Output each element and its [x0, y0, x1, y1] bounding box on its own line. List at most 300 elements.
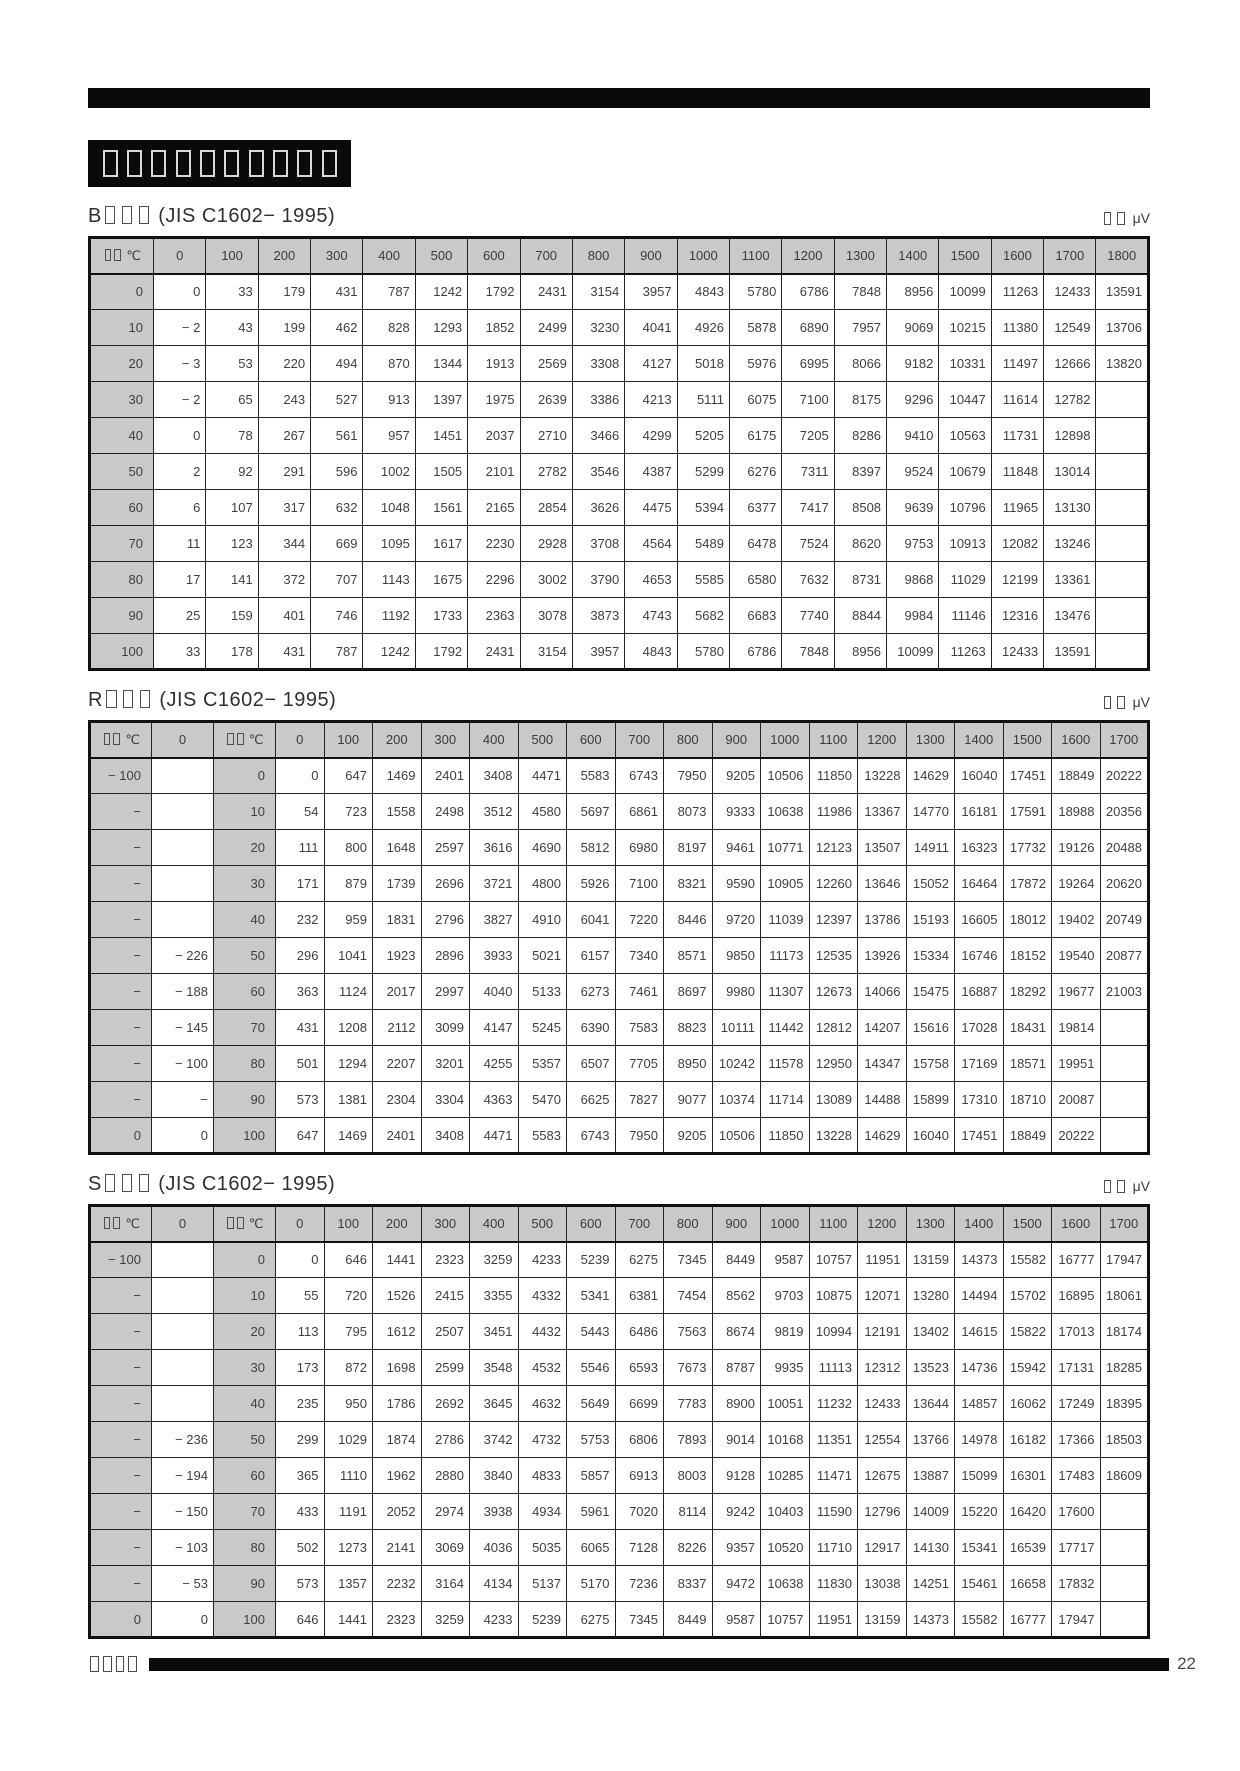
column-header: 0: [152, 1206, 214, 1242]
table-row: [90, 346, 1149, 382]
missing-glyph-box: [122, 1174, 132, 1193]
missing-glyph-box: [122, 206, 132, 225]
column-header: 1300: [834, 238, 886, 274]
emf-value-cell: 17872: [1003, 866, 1052, 902]
column-header: 1300: [906, 1206, 955, 1242]
emf-value-cell: 11351: [809, 1422, 858, 1458]
emf-value-cell: 5239: [567, 1242, 616, 1278]
emf-value-cell: 11830: [809, 1566, 858, 1602]
emf-value-cell: 15052: [906, 866, 955, 902]
emf-value-cell: 828: [363, 310, 415, 346]
emf-value-cell: 501: [276, 1046, 325, 1082]
column-header: 1100: [729, 238, 781, 274]
emf-value-cell: 11850: [761, 1118, 810, 1154]
emf-value-cell: 20877: [1100, 938, 1149, 974]
emf-value-cell: 3742: [470, 1422, 519, 1458]
emf-value-cell: 5018: [677, 346, 729, 382]
emf-value-cell: 11380: [991, 310, 1043, 346]
emf-value-cell: 787: [363, 274, 415, 310]
temperature-cell: 10: [90, 310, 154, 346]
temperature-cell: 30: [90, 382, 154, 418]
header-row: [90, 1206, 1149, 1242]
emf-value-cell: 9069: [887, 310, 939, 346]
emf-value-cell: 1831: [373, 902, 422, 938]
temperature-cell: 50: [214, 938, 276, 974]
emf-value-cell: 20488: [1100, 830, 1149, 866]
column-header: ℃: [214, 722, 276, 758]
emf-value-cell: 12191: [858, 1314, 907, 1350]
table-row: [90, 1530, 1149, 1566]
emf-value-cell: 8449: [712, 1242, 761, 1278]
missing-glyph-box: [227, 733, 234, 745]
emf-value-cell: 12917: [858, 1530, 907, 1566]
emf-value-cell: 8066: [834, 346, 886, 382]
emf-value-cell: 1469: [324, 1118, 373, 1154]
emf-value-cell: 879: [324, 866, 373, 902]
missing-glyph-box: [127, 150, 142, 177]
temperature-cell: 50: [214, 1422, 276, 1458]
emf-value-cell: 3154: [520, 634, 572, 670]
emf-value-cell: 14494: [955, 1278, 1004, 1314]
column-header: 100: [206, 238, 258, 274]
emf-value-cell: 6861: [615, 794, 664, 830]
emf-value-cell: [152, 794, 214, 830]
emf-value-cell: 7524: [782, 526, 834, 562]
emf-value-cell: 1469: [373, 758, 422, 794]
emf-value-cell: 2363: [468, 598, 520, 634]
emf-value-cell: 2710: [520, 418, 572, 454]
emf-value-cell: 10913: [939, 526, 991, 562]
emf-value-cell: 13367: [858, 794, 907, 830]
column-header: 600: [468, 238, 520, 274]
emf-value-cell: 2037: [468, 418, 520, 454]
emf-value-cell: 14207: [858, 1010, 907, 1046]
missing-glyph-box: [176, 150, 191, 177]
emf-value-cell: 9077: [664, 1082, 713, 1118]
missing-glyph-box: [1104, 696, 1111, 709]
emf-value-cell: 3873: [572, 598, 624, 634]
emf-value-cell: [1096, 418, 1149, 454]
emf-value-cell: 9472: [712, 1566, 761, 1602]
emf-value-cell: 18285: [1100, 1350, 1149, 1386]
emf-value-cell: 15758: [906, 1046, 955, 1082]
b-table-section: [88, 204, 1150, 671]
column-header: 1500: [939, 238, 991, 274]
emf-value-cell: 669: [311, 526, 363, 562]
table-row: [90, 974, 1149, 1010]
emf-value-cell: 573: [276, 1082, 325, 1118]
emf-value-cell: 502: [276, 1530, 325, 1566]
emf-value-cell: [1096, 598, 1149, 634]
column-header: 400: [470, 722, 519, 758]
column-header: 200: [373, 1206, 422, 1242]
emf-value-cell: 2017: [373, 974, 422, 1010]
emf-value-cell: 10099: [887, 634, 939, 670]
emf-value-cell: 4213: [625, 382, 677, 418]
column-header: 0: [276, 1206, 325, 1242]
emf-value-cell: 646: [276, 1602, 325, 1638]
emf-value-cell: 6593: [615, 1350, 664, 1386]
temperature-cell: 90: [214, 1566, 276, 1602]
column-header: 1300: [906, 722, 955, 758]
emf-value-cell: 9935: [761, 1350, 810, 1386]
emf-value-cell: 3957: [625, 274, 677, 310]
emf-value-cell: 10374: [712, 1082, 761, 1118]
emf-value-cell: 2692: [421, 1386, 470, 1422]
emf-value-cell: 6890: [782, 310, 834, 346]
column-header: 1200: [858, 1206, 907, 1242]
emf-value-cell: 3790: [572, 562, 624, 598]
emf-value-cell: 3466: [572, 418, 624, 454]
emf-value-cell: 6275: [567, 1602, 616, 1638]
emf-value-cell: 10168: [761, 1422, 810, 1458]
emf-value-cell: 13926: [858, 938, 907, 974]
emf-value-cell: 5649: [567, 1386, 616, 1422]
emf-value-cell: 7848: [834, 274, 886, 310]
emf-value-cell: 9357: [712, 1530, 761, 1566]
temperature-cell: 40: [90, 418, 154, 454]
temperature-cell: −: [90, 1530, 152, 1566]
emf-value-cell: 18609: [1100, 1458, 1149, 1494]
emf-value-cell: 3408: [470, 758, 519, 794]
emf-value-cell: 632: [311, 490, 363, 526]
emf-value-cell: 17451: [955, 1118, 1004, 1154]
page-title-block: [88, 140, 351, 187]
emf-value-cell: 199: [258, 310, 310, 346]
temperature-cell: −: [90, 1566, 152, 1602]
emf-value-cell: 5857: [567, 1458, 616, 1494]
emf-value-cell: 9587: [761, 1242, 810, 1278]
emf-value-cell: 9205: [712, 758, 761, 794]
emf-value-cell: 18395: [1100, 1386, 1149, 1422]
temperature-cell: − 100: [90, 1242, 152, 1278]
emf-value-cell: 8571: [664, 938, 713, 974]
column-header: 1500: [1003, 722, 1052, 758]
missing-glyph-box: [273, 150, 288, 177]
missing-glyph-box: [322, 150, 337, 177]
b-thermocouple-table: [88, 236, 1150, 671]
temperature-cell: 0: [90, 274, 154, 310]
emf-value-cell: [1100, 1118, 1149, 1154]
emf-value-cell: 178: [206, 634, 258, 670]
emf-value-cell: 12082: [991, 526, 1043, 562]
emf-value-cell: 561: [311, 418, 363, 454]
emf-value-cell: 1648: [373, 830, 422, 866]
emf-value-cell: 9753: [887, 526, 939, 562]
missing-glyph-box: [139, 1174, 149, 1193]
emf-value-cell: 7783: [664, 1386, 713, 1422]
emf-value-cell: 4387: [625, 454, 677, 490]
missing-glyph-box: [123, 690, 133, 709]
emf-value-cell: 1344: [415, 346, 467, 382]
emf-value-cell: 14066: [858, 974, 907, 1010]
table-row: [90, 382, 1149, 418]
emf-value-cell: 1294: [324, 1046, 373, 1082]
emf-value-cell: 1110: [324, 1458, 373, 1494]
emf-value-cell: 10099: [939, 274, 991, 310]
emf-value-cell: 19540: [1052, 938, 1101, 974]
emf-value-cell: 6390: [567, 1010, 616, 1046]
emf-value-cell: 7454: [664, 1278, 713, 1314]
emf-value-cell: 723: [324, 794, 373, 830]
emf-value-cell: 363: [276, 974, 325, 1010]
table-row: [90, 310, 1149, 346]
missing-glyph-box: [103, 1656, 112, 1672]
emf-value-cell: 4299: [625, 418, 677, 454]
emf-value-cell: 959: [324, 902, 373, 938]
emf-value-cell: 6065: [567, 1530, 616, 1566]
column-header: 800: [572, 238, 624, 274]
column-header: 800: [664, 722, 713, 758]
missing-glyph-box: [103, 150, 118, 177]
emf-value-cell: 17131: [1052, 1350, 1101, 1386]
header-row: [90, 722, 1149, 758]
emf-value-cell: 21003: [1100, 974, 1149, 1010]
emf-value-cell: 12549: [1044, 310, 1096, 346]
emf-value-cell: 431: [258, 634, 310, 670]
emf-value-cell: 10285: [761, 1458, 810, 1494]
emf-value-cell: 5137: [518, 1566, 567, 1602]
column-header: 1700: [1044, 238, 1096, 274]
emf-value-cell: 433: [276, 1494, 325, 1530]
emf-value-cell: 8823: [664, 1010, 713, 1046]
emf-value-cell: 16181: [955, 794, 1004, 830]
missing-glyph-box: [1117, 696, 1124, 709]
emf-value-cell: 9720: [712, 902, 761, 938]
b-unit-label: μV: [1102, 208, 1150, 228]
emf-value-cell: [1100, 1566, 1149, 1602]
emf-value-cell: 12782: [1044, 382, 1096, 418]
column-header: 300: [421, 722, 470, 758]
emf-value-cell: 1561: [415, 490, 467, 526]
emf-value-cell: 12666: [1044, 346, 1096, 382]
emf-value-cell: [1096, 382, 1149, 418]
emf-value-cell: 15702: [1003, 1278, 1052, 1314]
emf-value-cell: 13786: [858, 902, 907, 938]
emf-value-cell: 1913: [468, 346, 520, 382]
missing-glyph-box: [297, 150, 312, 177]
emf-value-cell: − 226: [152, 938, 214, 974]
emf-value-cell: [152, 1350, 214, 1386]
emf-value-cell: 4690: [518, 830, 567, 866]
emf-value-cell: 5926: [567, 866, 616, 902]
emf-value-cell: − 3: [154, 346, 206, 382]
emf-value-cell: 5299: [677, 454, 729, 490]
emf-value-cell: 4471: [470, 1118, 519, 1154]
emf-value-cell: 10520: [761, 1530, 810, 1566]
emf-value-cell: 6913: [615, 1458, 664, 1494]
emf-value-cell: 13591: [1044, 634, 1096, 670]
emf-value-cell: [1096, 454, 1149, 490]
emf-value-cell: 11714: [761, 1082, 810, 1118]
emf-value-cell: 5021: [518, 938, 567, 974]
emf-value-cell: 12898: [1044, 418, 1096, 454]
temperature-cell: −: [90, 866, 152, 902]
temperature-cell: 70: [214, 1494, 276, 1530]
emf-value-cell: 9850: [712, 938, 761, 974]
emf-value-cell: 6699: [615, 1386, 664, 1422]
emf-value-cell: 4653: [625, 562, 677, 598]
emf-value-cell: 3708: [572, 526, 624, 562]
emf-value-cell: 1357: [324, 1566, 373, 1602]
emf-value-cell: 3548: [470, 1350, 519, 1386]
emf-value-cell: 2854: [520, 490, 572, 526]
emf-value-cell: 7311: [782, 454, 834, 490]
emf-value-cell: 13402: [906, 1314, 955, 1350]
missing-glyph-box: [105, 1174, 115, 1193]
emf-value-cell: 8620: [834, 526, 886, 562]
emf-value-cell: 12071: [858, 1278, 907, 1314]
temperature-cell: 80: [214, 1046, 276, 1082]
emf-value-cell: 11263: [991, 274, 1043, 310]
emf-value-cell: 16323: [955, 830, 1004, 866]
temperature-cell: 60: [90, 490, 154, 526]
emf-value-cell: 10051: [761, 1386, 810, 1422]
emf-value-cell: 3386: [572, 382, 624, 418]
temperature-cell: 0: [214, 758, 276, 794]
emf-value-cell: 20222: [1100, 758, 1149, 794]
emf-value-cell: 6980: [615, 830, 664, 866]
table-row: [90, 634, 1149, 670]
missing-glyph-box: [1104, 212, 1111, 225]
temperature-cell: 90: [214, 1082, 276, 1118]
emf-value-cell: 17483: [1052, 1458, 1101, 1494]
missing-glyph-box: [116, 1656, 125, 1672]
emf-value-cell: 9524: [887, 454, 939, 490]
emf-value-cell: 11710: [809, 1530, 858, 1566]
table-row: [90, 1314, 1149, 1350]
emf-value-cell: 2880: [421, 1458, 470, 1494]
temperature-cell: 40: [214, 902, 276, 938]
emf-value-cell: 5245: [518, 1010, 567, 1046]
emf-value-cell: 6041: [567, 902, 616, 938]
emf-value-cell: 15942: [1003, 1350, 1052, 1386]
emf-value-cell: 9333: [712, 794, 761, 830]
emf-value-cell: 13280: [906, 1278, 955, 1314]
column-header: 600: [567, 722, 616, 758]
emf-value-cell: 17832: [1052, 1566, 1101, 1602]
footer-rule-bar: [149, 1658, 1169, 1671]
emf-value-cell: 3721: [470, 866, 519, 902]
page-footer: [88, 1654, 1196, 1674]
emf-value-cell: 14978: [955, 1422, 1004, 1458]
emf-value-cell: 6786: [782, 274, 834, 310]
s-table-section: [88, 1172, 1150, 1639]
emf-value-cell: 6273: [567, 974, 616, 1010]
emf-value-cell: 15341: [955, 1530, 1004, 1566]
emf-value-cell: 16040: [906, 1118, 955, 1154]
emf-value-cell: 5394: [677, 490, 729, 526]
emf-value-cell: 17732: [1003, 830, 1052, 866]
missing-glyph-box: [104, 1217, 111, 1229]
emf-value-cell: [1100, 1082, 1149, 1118]
emf-value-cell: 3645: [470, 1386, 519, 1422]
emf-value-cell: 6381: [615, 1278, 664, 1314]
table-row: [90, 1046, 1149, 1082]
emf-value-cell: 15582: [955, 1602, 1004, 1638]
emf-value-cell: 646: [324, 1242, 373, 1278]
emf-value-cell: 7893: [664, 1422, 713, 1458]
emf-value-cell: 11731: [991, 418, 1043, 454]
emf-value-cell: 3938: [470, 1494, 519, 1530]
emf-value-cell: 8003: [664, 1458, 713, 1494]
r-unit-label: μV: [1102, 692, 1150, 712]
missing-glyph-box: [139, 206, 149, 225]
emf-value-cell: 7345: [664, 1242, 713, 1278]
emf-value-cell: [152, 830, 214, 866]
emf-value-cell: 10447: [939, 382, 991, 418]
table-row: [90, 1118, 1149, 1154]
emf-value-cell: 291: [258, 454, 310, 490]
temperature-cell: 10: [214, 1278, 276, 1314]
emf-value-cell: 12673: [809, 974, 858, 1010]
emf-value-cell: 5341: [567, 1278, 616, 1314]
emf-value-cell: 3957: [572, 634, 624, 670]
emf-value-cell: [1100, 1046, 1149, 1082]
emf-value-cell: 12316: [991, 598, 1043, 634]
emf-value-cell: 10638: [761, 794, 810, 830]
emf-value-cell: [152, 902, 214, 938]
emf-value-cell: 2896: [421, 938, 470, 974]
emf-value-cell: 15616: [906, 1010, 955, 1046]
emf-value-cell: [1096, 562, 1149, 598]
emf-value-cell: 5035: [518, 1530, 567, 1566]
emf-value-cell: 1675: [415, 562, 467, 598]
emf-value-cell: 4843: [625, 634, 677, 670]
emf-value-cell: 7100: [782, 382, 834, 418]
emf-value-cell: 7100: [615, 866, 664, 902]
emf-value-cell: 2401: [421, 758, 470, 794]
temperature-cell: 80: [214, 1530, 276, 1566]
emf-value-cell: 1208: [324, 1010, 373, 1046]
r-table-title: R (JIS C1602− 1995): [88, 689, 337, 711]
emf-value-cell: [1100, 1010, 1149, 1046]
emf-value-cell: [1096, 526, 1149, 562]
emf-value-cell: 4564: [625, 526, 677, 562]
emf-value-cell: 10757: [761, 1602, 810, 1638]
emf-value-cell: 2207: [373, 1046, 422, 1082]
emf-value-cell: 2599: [421, 1350, 470, 1386]
emf-value-cell: 123: [206, 526, 258, 562]
emf-value-cell: 13014: [1044, 454, 1096, 490]
emf-value-cell: 9461: [712, 830, 761, 866]
column-header: 700: [520, 238, 572, 274]
missing-glyph-box: [104, 733, 111, 745]
emf-value-cell: 1975: [468, 382, 520, 418]
emf-value-cell: 10563: [939, 418, 991, 454]
emf-value-cell: 11850: [809, 758, 858, 794]
table-row: [90, 418, 1149, 454]
emf-value-cell: 6580: [729, 562, 781, 598]
emf-value-cell: 10638: [761, 1566, 810, 1602]
emf-value-cell: 9984: [887, 598, 939, 634]
column-header: 1400: [955, 1206, 1004, 1242]
emf-value-cell: 14629: [858, 1118, 907, 1154]
emf-value-cell: 1397: [415, 382, 467, 418]
emf-value-cell: 1874: [373, 1422, 422, 1458]
emf-value-cell: 6175: [729, 418, 781, 454]
emf-value-cell: 5697: [567, 794, 616, 830]
missing-glyph-box: [105, 249, 112, 261]
emf-value-cell: 3304: [421, 1082, 470, 1118]
missing-glyph-box: [224, 150, 239, 177]
missing-glyph-box: [106, 690, 116, 709]
r-thermocouple-table: [88, 720, 1150, 1155]
emf-value-cell: 1293: [415, 310, 467, 346]
emf-value-cell: 1029: [324, 1422, 373, 1458]
emf-value-cell: 872: [324, 1350, 373, 1386]
emf-value-cell: − 2: [154, 382, 206, 418]
